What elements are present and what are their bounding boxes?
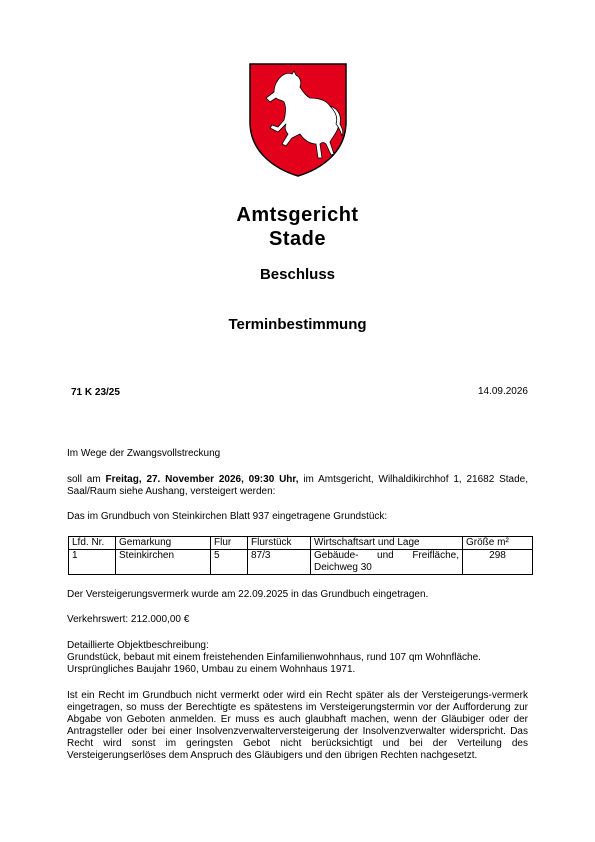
col-header-lage: Wirtschaftsart und Lage [311,537,463,550]
property-table [68,536,533,575]
land-register-text: Das im Grundbuch von Steinkirchen Blatt 937 eingetragene Grundstück: [67,511,388,522]
col-header-groesse: Größe m² [463,537,533,550]
cell-lage-line2: Deichweg 30 [314,562,372,573]
cell-nr: 1 [69,550,116,575]
col-header-flurstueck: Flurstück [248,537,311,550]
document-date: 14.09.2026 [477,386,528,397]
market-value: Verkehrswert: 212.000,00 € [67,614,190,625]
case-number: 71 K 23/25 [71,387,120,398]
cell-groesse: 298 [463,550,533,575]
col-header-nr: Lfd. Nr. [69,537,116,550]
cell-gemarkung: Steinkirchen [116,550,211,575]
coat-of-arms-icon [248,62,348,178]
cell-lage-line1: Gebäude- und Freifläche, [314,550,459,561]
court-title: Amtsgericht [236,204,359,226]
table-header-row [69,537,533,550]
auction-pre: soll am [67,474,106,485]
subject-title: Terminbestimmung [228,316,367,333]
rights-notice: Ist ein Recht im Grundbuch nicht vermerkt oder wird ein Recht später als der Versteigerungs-vermerk eingetragen, so muss der Berechtigte es spätestens im Versteigerungstermin vor der Aufforderung zur Abgabe von Geboten anmelden. Er muss es auch glaubhaft machen, wenn der Gläubiger oder der Antragsteller oder bei einer Insolvenzverwalterversteigerung der Insolvenzverwalter widerspricht. Das Recht wird sonst im geringsten Gebot nicht berücksichtigt und bei der Verteilung des Versteigerungserlöses dem Anspruch des Gläubigers und den übrigen Rechten nachgesetzt. [67,690,528,761]
description-line-2: Ursprüngliches Baujahr 1960, Umbau zu einem Wohnhaus 1971. [67,664,356,675]
object-description [67,640,528,676]
auction-paragraph [67,474,528,498]
intro-text: Im Wege der Zwangsvollstreckung [67,448,221,459]
court-name [0,203,595,251]
auction-datetime: Freitag, 27. November 2026, 09:30 Uhr, [105,474,299,485]
cell-flur: 5 [211,550,248,575]
cell-flurstueck: 87/3 [248,550,311,575]
decision-title: Beschluss [259,266,336,283]
description-heading: Detaillierte Objektbeschreibung: [67,640,209,651]
description-line-1: Grundstück, bebaut mit einem freistehenden Einfamilienwohnhaus, rund 107 qm Wohnfläche. [67,652,481,663]
court-location: Stade [269,228,326,250]
register-note: Der Versteigerungsvermerk wurde am 22.09.2025 in das Grundbuch eingetragen. [67,589,429,600]
cell-lage [311,550,463,575]
auction-post: im Amtsgericht, Wilhaldikirchhof 1, 21682 Stade, Saal/Raum siehe Aushang, versteigert werden: [67,474,528,497]
table-row [69,550,533,575]
col-header-gemarkung: Gemarkung [116,537,211,550]
col-header-flur: Flur [211,537,248,550]
